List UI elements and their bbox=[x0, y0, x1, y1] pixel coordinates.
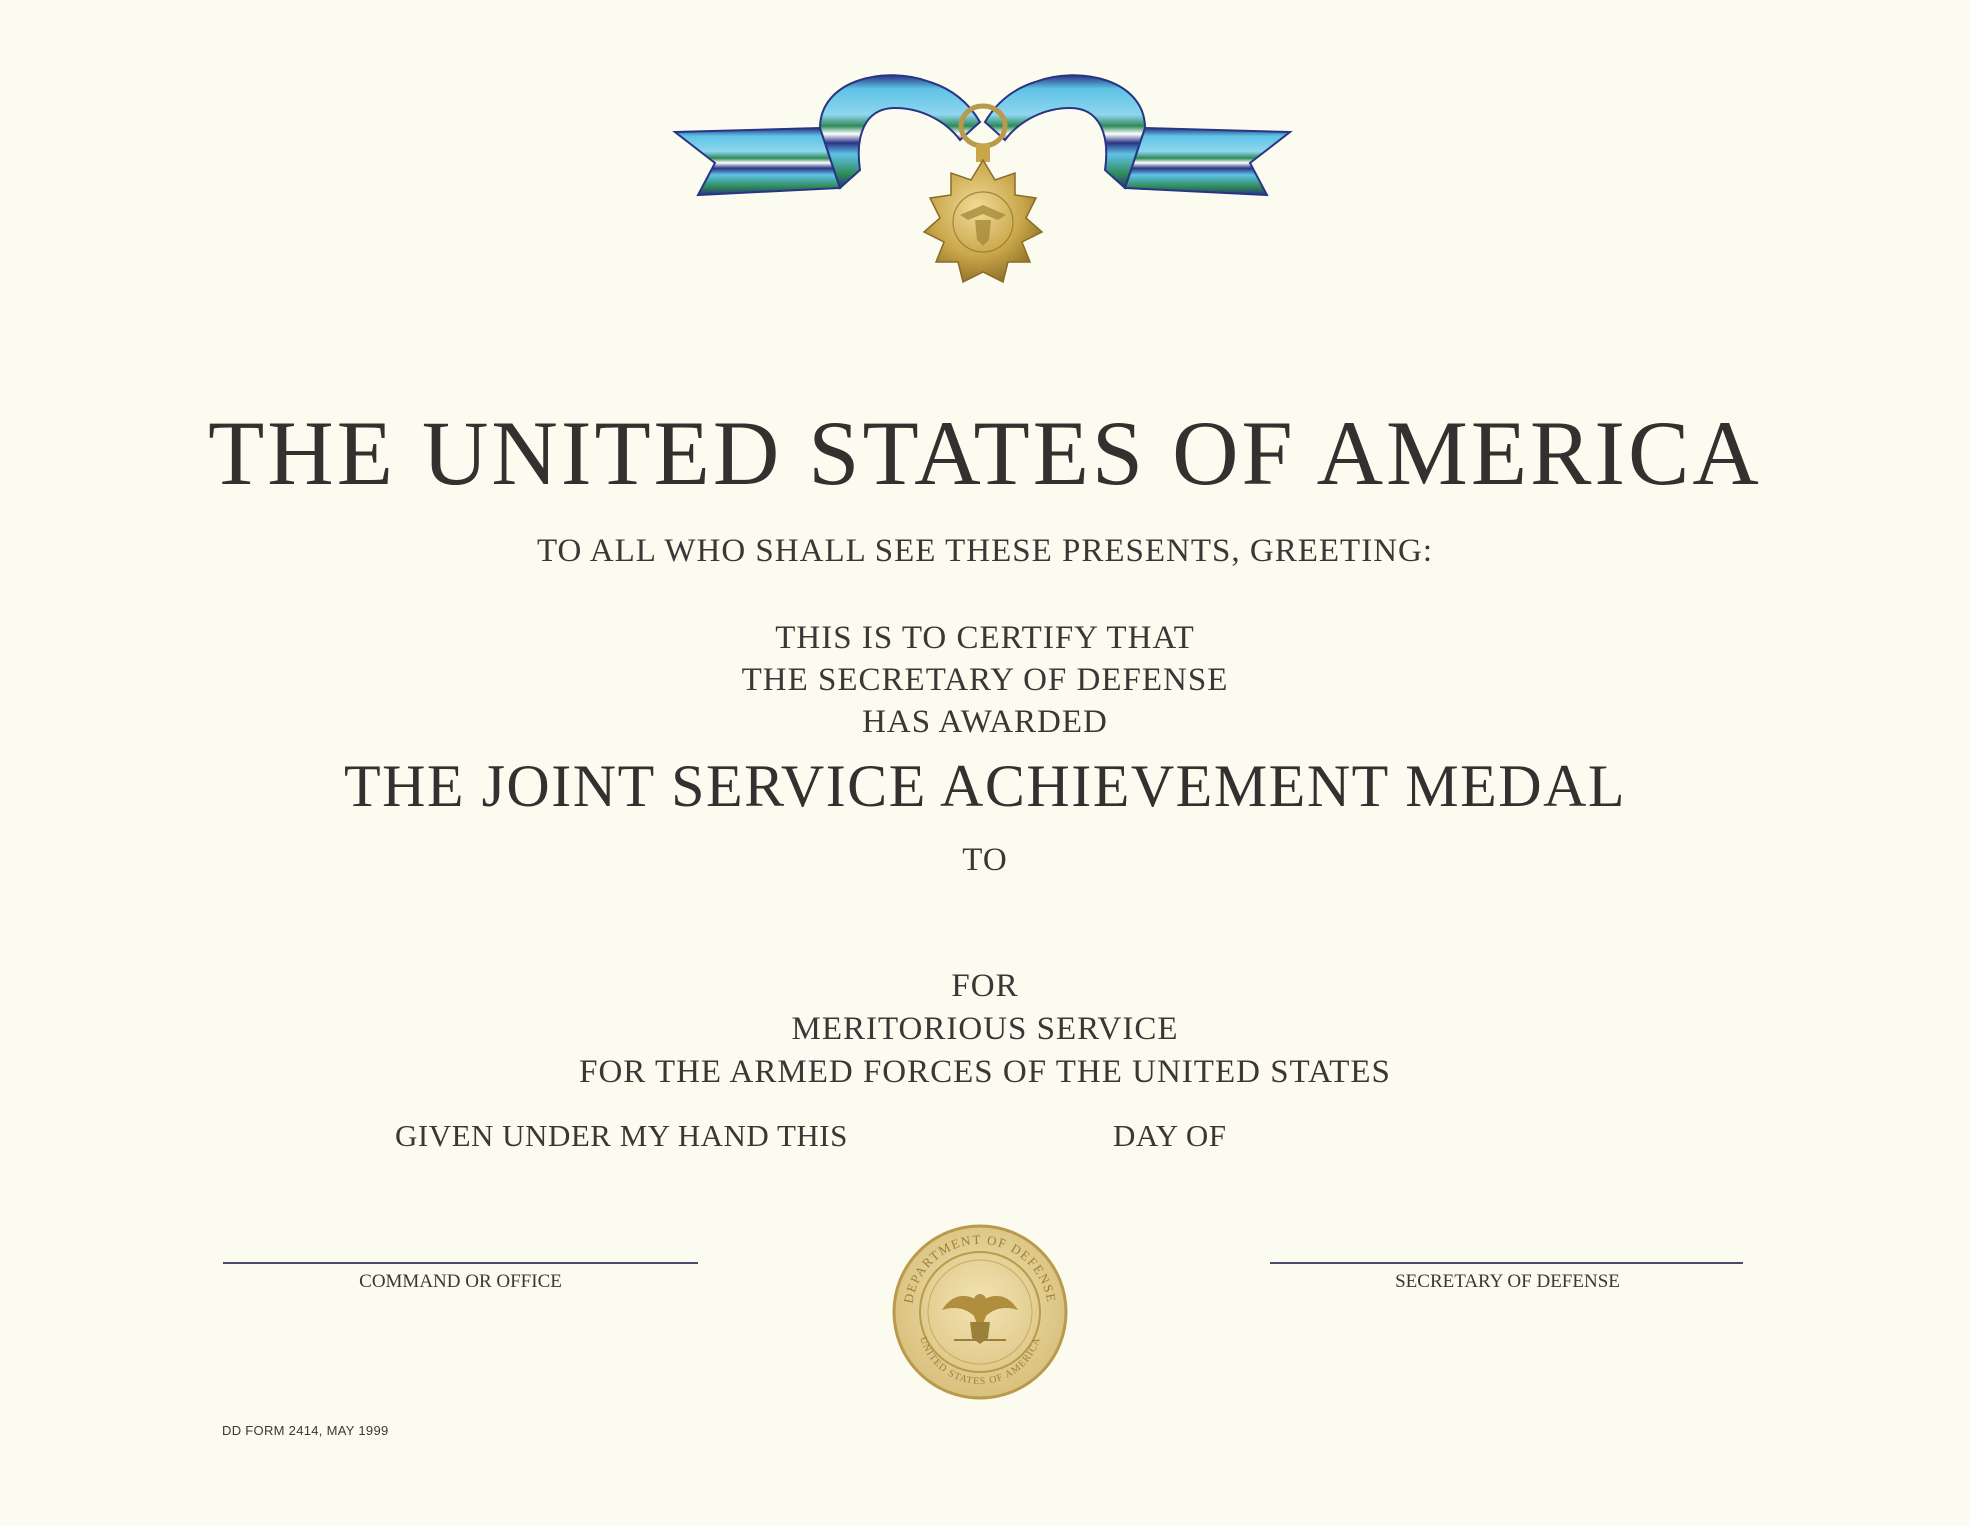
greeting-line: TO ALL WHO SHALL SEE THESE PRESENTS, GREETING: bbox=[536, 533, 1434, 569]
form-number: DD FORM 2414, MAY 1999 bbox=[222, 1423, 389, 1438]
secretary-signature-line bbox=[1270, 1262, 1743, 1264]
reason-line: FOR THE ARMED FORCES OF THE UNITED STATES bbox=[579, 1054, 1391, 1090]
recipient-to-label: TO bbox=[962, 842, 1008, 878]
medal-name: THE JOINT SERVICE ACHIEVEMENT MEDAL bbox=[343, 753, 1627, 819]
svg-text:UNITED STATES OF AMERICA: UNITED STATES OF AMERICA bbox=[917, 1335, 1043, 1388]
certify-line: THIS IS TO CERTIFY THAT bbox=[775, 620, 1195, 656]
command-signature-line bbox=[223, 1262, 698, 1264]
secretary-of-defense-label: SECRETARY OF DEFENSE bbox=[1395, 1271, 1620, 1292]
reason-block bbox=[0, 965, 1970, 1094]
certify-block bbox=[0, 617, 1970, 743]
certify-line: HAS AWARDED bbox=[862, 704, 1108, 740]
given-under-hand-text: GIVEN UNDER MY HAND THIS bbox=[395, 1118, 848, 1153]
country-title: THE UNITED STATES OF AMERICA bbox=[208, 402, 1762, 504]
reason-line: FOR bbox=[951, 968, 1019, 1004]
certify-line: THE SECRETARY OF DEFENSE bbox=[741, 662, 1229, 698]
medal-ribbon-icon bbox=[670, 60, 1295, 330]
day-of-text: DAY OF bbox=[1113, 1118, 1227, 1153]
reason-line: MERITORIOUS SERVICE bbox=[791, 1011, 1179, 1047]
svg-text:DEPARTMENT OF DEFENSE: DEPARTMENT OF DEFENSE bbox=[900, 1231, 1060, 1305]
department-of-defense-seal-icon bbox=[890, 1222, 1070, 1402]
command-or-office-label: COMMAND OR OFFICE bbox=[359, 1271, 562, 1292]
